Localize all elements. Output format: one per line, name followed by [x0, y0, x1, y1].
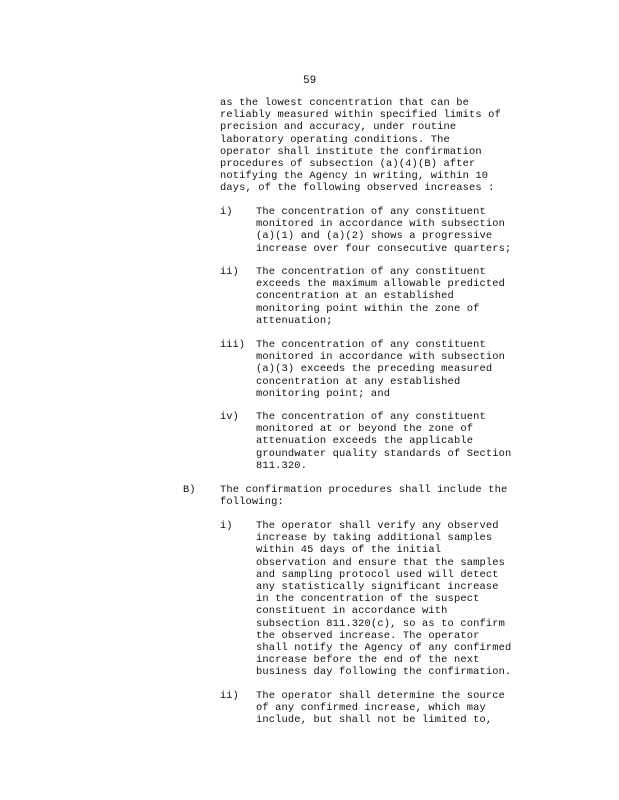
text-line: attenuation exceeds the applicable — [256, 435, 474, 448]
text-line: increase before the end of the next — [256, 654, 480, 667]
text-line: 811.320. — [256, 459, 308, 472]
text-line: include, but shall not be limited to, — [256, 714, 493, 727]
text-line: days, of the following observed increases : — [220, 182, 495, 195]
text-line: notifying the Agency in writing, within 10 — [220, 170, 489, 183]
text-line: monitored in accordance with subsection — [256, 218, 506, 231]
text-line: (a)(3) exceeds the preceding measured — [256, 363, 493, 376]
text-line: The confirmation procedures shall include the — [220, 484, 508, 496]
text-line: monitoring point within the zone of — [256, 302, 480, 315]
text-line: concentration at any established — [256, 375, 461, 388]
text-line: following: — [220, 496, 284, 509]
text-line: as the lowest concentration that can be — [220, 97, 470, 109]
section-b-paragraph — [220, 484, 507, 508]
text-line: reliably measured within specified limits of — [220, 109, 501, 122]
text-line: operator shall institute the confirmation — [220, 145, 482, 158]
text-line: concentration at an established — [256, 290, 454, 303]
text-line: and sampling protocol used will detect — [256, 568, 499, 581]
list-item — [256, 266, 505, 327]
page-number: 59 — [303, 75, 317, 87]
list-item — [256, 690, 505, 727]
text-line: laboratory operating conditions. The — [220, 133, 450, 146]
text-line: attenuation; — [256, 314, 333, 327]
item-marker: iv) — [220, 411, 239, 423]
list-item — [256, 411, 511, 472]
text-line: constituent in accordance with — [256, 605, 448, 618]
text-line: monitored at or beyond the zone of — [256, 423, 474, 436]
list-item — [256, 520, 511, 678]
text-line: precision and accuracy, under routine — [220, 121, 457, 134]
text-line: within 45 days of the initial — [256, 544, 442, 557]
text-line: the observed increase. The operator — [256, 629, 480, 642]
text-line: groundwater quality standards of Section — [256, 447, 512, 460]
text-line: exceeds the maximum allowable predicted — [256, 278, 506, 291]
text-line: (a)(1) and (a)(2) shows a progressive — [256, 230, 493, 243]
text-line: The operator shall verify any observed — [256, 520, 499, 532]
text-line: The concentration of any constituent — [256, 339, 486, 351]
item-marker: i) — [220, 206, 233, 218]
list-item — [256, 206, 511, 255]
list-item — [256, 339, 505, 400]
text-line: any statistically significant increase — [256, 580, 499, 593]
text-line: of any confirmed increase, which may — [256, 702, 486, 715]
item-marker: ii) — [220, 266, 239, 278]
item-marker: i) — [220, 520, 233, 532]
intro-paragraph — [220, 97, 501, 195]
text-line: observation and ensure that the samples — [256, 556, 506, 569]
text-line: procedures of subsection (a)(4)(B) after — [220, 157, 476, 170]
text-line: shall notify the Agency of any confirmed — [256, 641, 512, 654]
section-marker: B) — [183, 484, 196, 496]
text-line: increase by taking additional samples — [256, 532, 493, 545]
text-line: The operator shall determine the source — [256, 690, 506, 702]
text-line: The concentration of any constituent — [256, 411, 486, 423]
text-line: monitoring point; and — [256, 387, 391, 400]
text-line: The concentration of any constituent — [256, 206, 486, 218]
text-line: increase over four consecutive quarters; — [256, 242, 512, 255]
item-marker: ii) — [220, 690, 239, 702]
text-line: monitored in accordance with subsection — [256, 351, 506, 364]
text-line: The concentration of any constituent — [256, 266, 486, 278]
text-line: subsection 811.320(c), so as to confirm — [256, 617, 506, 630]
text-line: business day following the confirmation. — [256, 666, 512, 679]
text-line: in the concentration of the suspect — [256, 593, 480, 606]
item-marker: iii) — [220, 339, 245, 351]
